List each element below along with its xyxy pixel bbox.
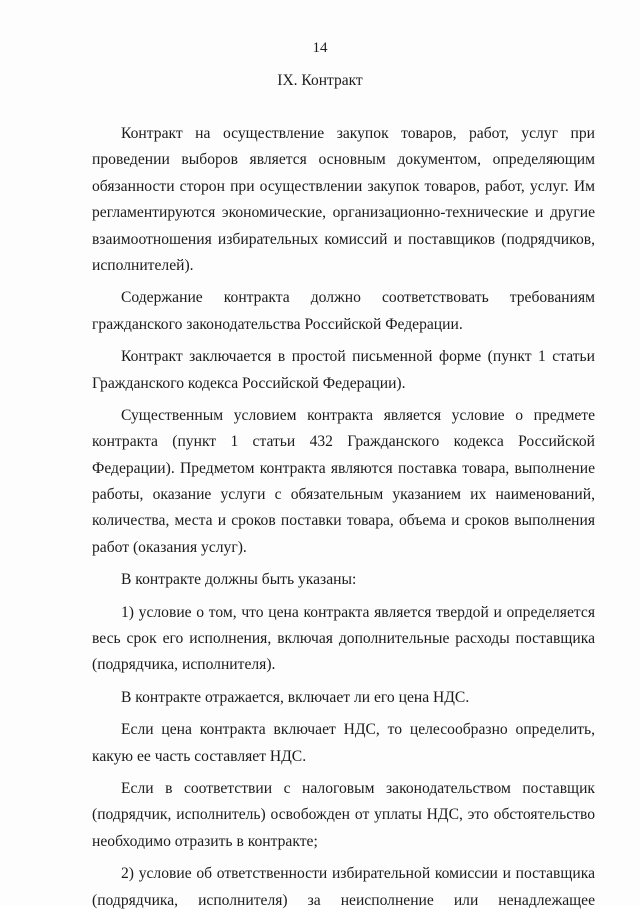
text-line: Контракт на осуществление закупок товаров, работ, услуг при <box>121 125 595 142</box>
text-line: В контракте должны быть указаны: <box>121 571 357 589</box>
text-line: В контракте отражается, включает ли его цена НДС. <box>121 688 470 706</box>
text-line: Гражданского кодекса Российской Федерации). <box>92 374 406 392</box>
paragraph <box>92 121 595 279</box>
text-line: (подрядчика, исполнителя) за неисполнение или ненадлежащее <box>92 891 595 909</box>
page-number: 14 <box>312 40 328 56</box>
paragraph <box>92 717 595 770</box>
text-line: необходимо отразить в контракте; <box>92 832 318 850</box>
text-line: Если цена контракта включает НДС, то целесообразно определить, <box>121 721 595 739</box>
text-line: какую ее часть составляет НДС. <box>92 747 307 765</box>
text-line: Содержание контракта должно соответствовать требованиям <box>121 289 595 307</box>
text-line: Существенным условием контракта является условие о предмете <box>121 406 595 424</box>
text-line: 2) условие об ответственности избирательной комиссии и поставщика <box>121 865 595 883</box>
text-line: 1) условие о том, что цена контракта является твердой и определяется <box>121 603 595 621</box>
paragraph <box>92 685 595 711</box>
paragraph <box>92 344 595 397</box>
text-line: контракта (пункт 1 статьи 432 Гражданского кодекса Российской <box>92 433 595 451</box>
text-line: работы, оказание услуги с обязательным указанием их наименований, <box>92 486 595 504</box>
text-line: (подрядчика, исполнителя). <box>92 656 276 674</box>
text-line: количества, места и сроков поставки товара, объема и сроков выполнения <box>92 512 595 530</box>
text-line: взаимоотношения избирательных комиссий и поставщиков (подрядчиков, <box>92 230 595 248</box>
text-line: Если в соответствии с налоговым законодательством поставщик <box>121 779 595 797</box>
body-text <box>92 121 595 914</box>
paragraph <box>92 776 595 855</box>
section-title: IX. Контракт <box>277 72 363 89</box>
text-line: обязанности сторон при осуществлении закупок товаров, работ, услуг. Им <box>92 177 595 195</box>
text-line: проведении выборов является основным документом, определяющим <box>92 151 595 169</box>
paragraph <box>92 285 595 338</box>
paragraph <box>92 861 595 914</box>
paragraph <box>92 567 595 593</box>
text-line: Федерации). Предметом контракта являются поставка товара, выполнение <box>92 459 595 477</box>
text-line: весь срок его исполнения, включая дополнительные расходы поставщика <box>92 630 595 648</box>
text-line: регламентируются экономические, организационно-технические и другие <box>92 204 595 222</box>
text-line: (подрядчик, исполнитель) освобожден от уплаты НДС, это обстоятельство <box>92 806 595 824</box>
text-line: Контракт заключается в простой письменной форме (пункт 1 статьи <box>121 348 595 366</box>
text-line: гражданского законодательства Российской Федерации. <box>92 315 463 333</box>
text-line: работ (оказания услуг). <box>92 538 247 556</box>
text-line: исполнителей). <box>92 256 194 274</box>
paragraph <box>92 600 595 679</box>
paragraph <box>92 403 595 561</box>
